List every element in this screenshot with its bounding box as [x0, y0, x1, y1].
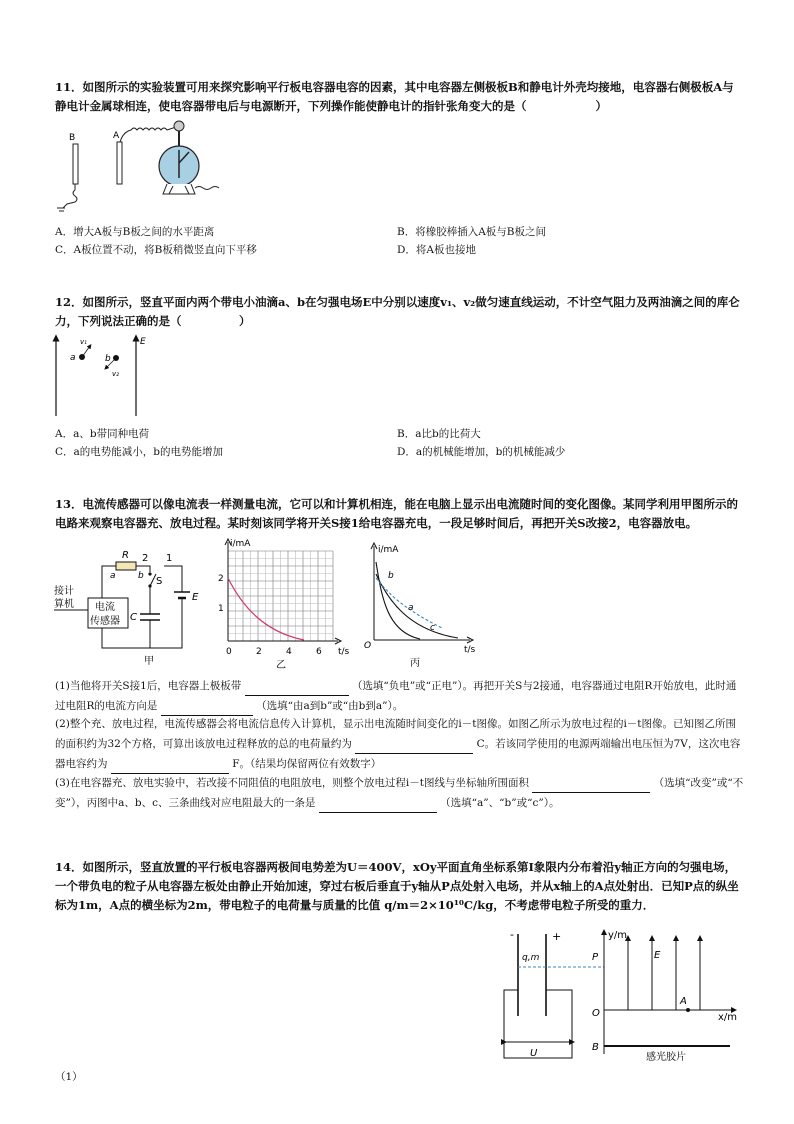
q13-blank-4[interactable]: [111, 754, 229, 774]
q13-bing-xlabel: t/s: [464, 645, 476, 655]
q13-jia-b: b: [138, 571, 144, 581]
q13-yi-xtick-4: 4: [286, 647, 292, 657]
q13-yi-grid: [228, 551, 333, 641]
q11-stem: 11．如图所示的实验装置可用来探究影响平行板电容器电容的因素，其中电容器左侧极板B和静电计外壳均接地，电容器右侧极板A与静电计金属球相连，使电容器带电后与电源断开，下列操作能使静电计的指针张角变大的是（ ）: [55, 80, 734, 113]
q12-option-B[interactable]: B．a比b的比荷大: [397, 428, 481, 440]
q13-jia-n1: 1: [166, 553, 173, 564]
q13-figure-jia: [52, 548, 212, 670]
q13-yi-caption: 乙: [276, 660, 286, 671]
q14-label-film: 感光胶片: [646, 1052, 686, 1063]
q14-label-minus: -: [510, 928, 514, 941]
q14-figure: [496, 924, 756, 1064]
q13-blank-6[interactable]: [319, 793, 437, 813]
q13-bing-b: b: [388, 571, 394, 581]
q13-part1: (1)当他将开关S接1后，电容器上极板带 （选填“负电”或“正电”）。再把开关S与2接通，电容器通过电阻R开始放电，此时通过电阻R的电流方向是 （选填“由a到b”或“由b到a”）。: [55, 676, 745, 716]
q14-label-A: A: [680, 996, 687, 1007]
q13-yi-curve: [228, 578, 304, 640]
q13-figure-yi: [214, 536, 354, 672]
q13-yi-ylabel: i/mA: [230, 539, 251, 549]
q13-yi-ytick-1: 1: [218, 604, 224, 614]
q11-option-C[interactable]: C．A板位置不动，将B板稍微竖直向下平移: [55, 244, 257, 256]
q13-bing-curve-c: [376, 574, 458, 638]
q14-label-O: O: [592, 1008, 600, 1019]
q13-yi-xtick-6: 6: [316, 647, 322, 657]
q13-blank-5[interactable]: [532, 773, 650, 793]
q11-label-B: B: [69, 133, 76, 143]
q13-bing-c: c: [430, 623, 435, 633]
q13-bing-caption: 丙: [410, 658, 420, 669]
q12-label-v2: v₂: [112, 370, 119, 378]
q13-jia-computer-1: 接计: [54, 586, 74, 597]
q13-bing-origin: O: [364, 641, 372, 651]
q13-blank-2[interactable]: [161, 696, 253, 716]
q13-jia-a: a: [110, 571, 116, 581]
q12-label-b: b: [105, 354, 111, 364]
q12-label-a: a: [70, 353, 76, 363]
q11-option-B[interactable]: B．将橡胶棒插入A板与B板之间: [397, 226, 547, 238]
q13-bing-a: a: [408, 603, 414, 613]
q14-sub1: （1）: [55, 1071, 83, 1083]
q13-figure-bing: [358, 540, 482, 672]
q12-label-E: E: [140, 337, 146, 347]
q13-jia-n2: 2: [142, 553, 149, 564]
q14-label-xlabel: x/m: [718, 1012, 738, 1023]
q12-label-v1: v₁: [80, 338, 87, 346]
q13-jia-sensor-2: 传感器: [90, 616, 120, 627]
q12-option-C[interactable]: C．a的电势能减小，b的电势能增加: [55, 446, 224, 458]
q14-label-E: E: [654, 950, 661, 961]
q12-figure: [50, 332, 160, 418]
q11-option-D[interactable]: D．将A板也接地: [397, 244, 477, 256]
q14-label-plus: +: [552, 930, 562, 943]
q13-jia-computer-2: 算机: [54, 599, 74, 610]
q13-yi-ytick-2: 2: [218, 574, 224, 584]
q13-jia-sensor-1: 电流: [95, 602, 115, 613]
q13-blank-3[interactable]: [355, 734, 473, 754]
q13-bing-ylabel: i/mA: [378, 545, 399, 555]
q13-yi-xtick-0: 0: [226, 647, 232, 657]
q13-yi-xlabel: t/s: [338, 647, 350, 657]
q13-jia-S: S: [156, 576, 163, 587]
q12-option-D[interactable]: D．a的机械能增加，b的机械能减少: [397, 446, 566, 458]
q14-label-ylabel: y/m: [608, 930, 628, 941]
q13-jia-caption: 甲: [144, 656, 154, 667]
q14-stem: 14．如图所示，竖直放置的平行板电容器两极间电势差为U＝400V，xOy平面直角坐标系第Ⅰ象限内分布着沿y轴正方向的匀强电场，一个带负电的粒子从电容器左板处由静止开始加速，穿过右板后垂直于y轴从P点处射入电场，并从x轴上的A点处射出．已知P点的纵坐标为1m，A点的横坐标为2m，带电粒子的电荷量与质量的比值 q/m＝2×10¹⁰C/kg，不考虑带电粒子所受的重力．: [55, 860, 739, 912]
q13-part3: (3)在电容器充、放电实验中，若改接不同阻值的电阻放电，则整个放电过程i－t图线与坐标轴所围面积 （选填“改变”或“不变”），丙图中a、b、c、三条曲线对应电阻最大的一条是 （选填“a”、“b”或“c”）。: [55, 773, 745, 813]
q12-stem: 12．如图所示，竖直平面内两个带电小油滴a、b在匀强电场E中分别以速度v₁、v₂做匀速直线运动，不计空气阻力及两油滴之间的库仑力，下列说法正确的是（ ）: [55, 295, 740, 328]
q11-label-A: A: [113, 131, 120, 141]
q14-label-B: B: [592, 1042, 599, 1053]
q13-stem: 13．电流传感器可以像电流表一样测量电流，它可以和计算机相连，能在电脑上显示出电流随时间的变化图像。某同学利用甲图所示的电路来观察电容器充、放电过程。某时刻该同学将开关S接1给电容器充电，一段足够时间后，再把开关S改接2，电容器放电。: [55, 497, 738, 530]
q13-blank-1[interactable]: [245, 676, 349, 696]
q11-figure: [55, 118, 245, 216]
q11-option-A[interactable]: A．增大A板与B板之间的水平距离: [55, 226, 215, 238]
q14-label-U: U: [530, 1048, 538, 1059]
q14-label-P: P: [592, 952, 599, 963]
q13-part2: (2)整个充、放电过程，电流传感器会将电流信息传入计算机，显示出电流随时间变化的i－t图像。如图乙所示为放电过程的i－t图像。已知图乙所围的面积约为32个方格，可算出该放电过程释放的总的电荷量约为 C。若该同学使用的电源两端输出电压恒为7V，这次电容器电容约为 F。（结果均保留两位有效数字）: [55, 715, 745, 774]
q14-label-qm: q,m: [522, 953, 540, 963]
q12-option-A[interactable]: A．a、b带同种电荷: [55, 428, 150, 440]
q13-jia-R: R: [122, 550, 129, 561]
q13-yi-xtick-2: 2: [256, 647, 262, 657]
q13-jia-C: C: [130, 612, 137, 623]
q13-jia-E: E: [192, 592, 199, 603]
